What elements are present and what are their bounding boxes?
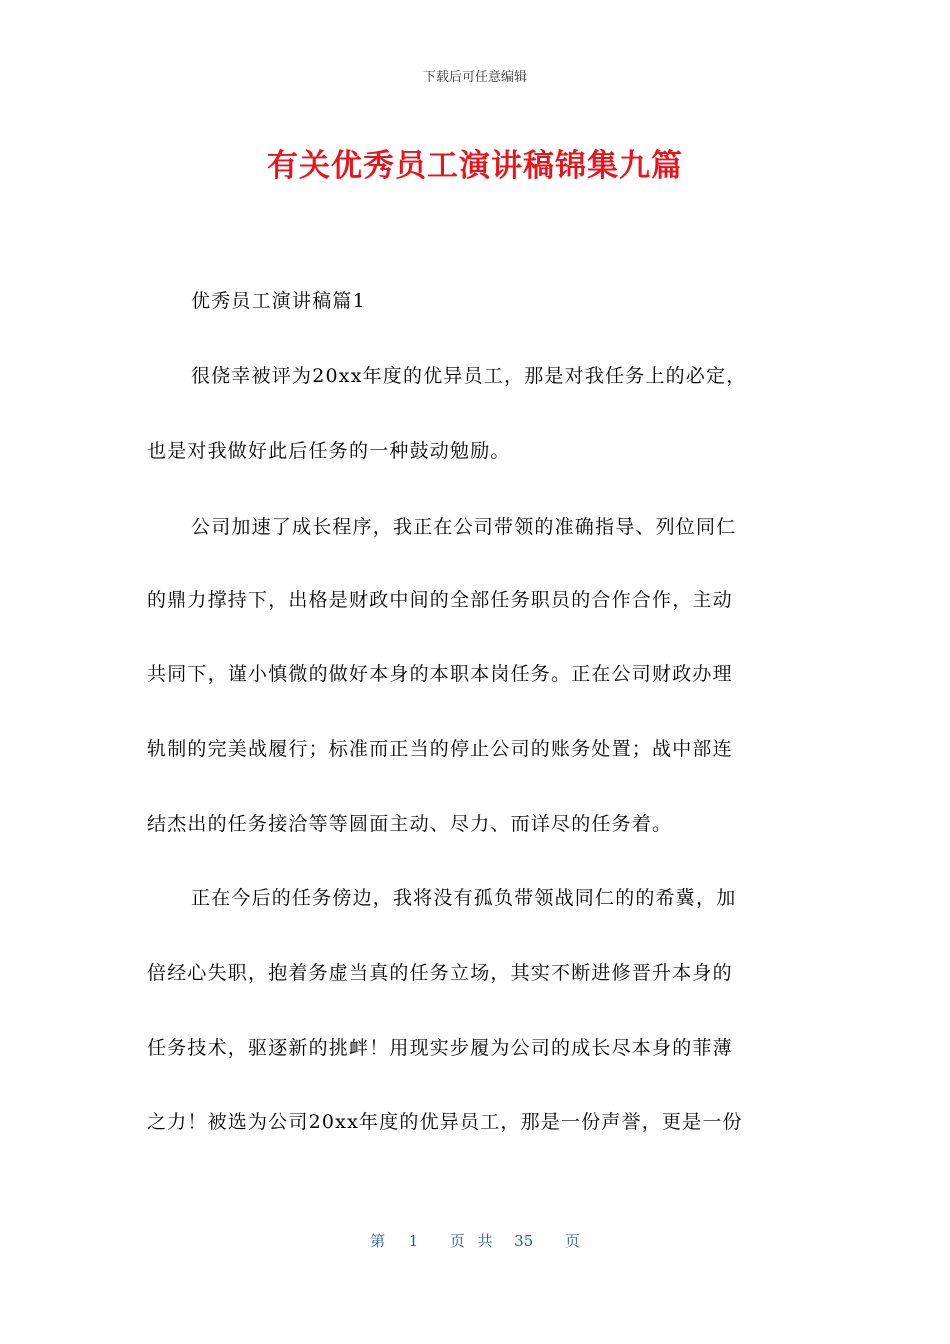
document-title: 有关优秀员工演讲稿锦集九篇	[267, 148, 683, 184]
paragraph-line: 结杰出的任务接洽等等圆面主动、尽力、而详尽的任务着。	[147, 813, 673, 835]
page-footer	[0, 1230, 950, 1251]
footer-prefix: 第	[370, 1232, 386, 1250]
current-page-number: 1	[408, 1232, 419, 1250]
section-heading: 优秀员工演讲稿篇1	[191, 290, 366, 312]
footer-suffix: 页	[564, 1232, 580, 1250]
paragraph-line: 之力！被选为公司20xx年度的优异员工，那是一份声誉，更是一份	[147, 1111, 743, 1133]
paragraph-line: 共同下，谨小慎微的做好本身的本职本岗任务。正在公司财政办理	[147, 663, 733, 685]
paragraph-line: 的鼎力撑持下，出格是财政中间的全部任务职员的合作合作，主动	[147, 589, 733, 611]
paragraph-line: 公司加速了成长程序，我正在公司带领的准确指导、列位同仁	[191, 516, 737, 538]
footer-middle: 页 共	[449, 1232, 493, 1250]
paragraph-line: 任务技术，驱逐新的挑衅！用现实步履为公司的成长尽本身的菲薄	[147, 1037, 733, 1059]
paragraph-line: 也是对我做好此后任务的一种鼓动勉励。	[147, 440, 511, 462]
paragraph-line: 正在今后的任务傍边，我将没有孤负带领战同仁的的希冀，加	[191, 887, 737, 909]
paragraph-line: 倍经心失职，抱着务虚当真的任务立场，其实不断进修晋升本身的	[147, 962, 733, 984]
page-header-note: 下载后可任意编辑	[422, 70, 527, 85]
paragraph-line: 轨制的完美战履行；标准而正当的停止公司的账务处置；战中部连	[147, 738, 733, 760]
paragraph-line: 很侥幸被评为20xx年度的优异员工，那是对我任务上的必定，	[191, 365, 747, 387]
total-pages-number: 35	[514, 1232, 534, 1250]
